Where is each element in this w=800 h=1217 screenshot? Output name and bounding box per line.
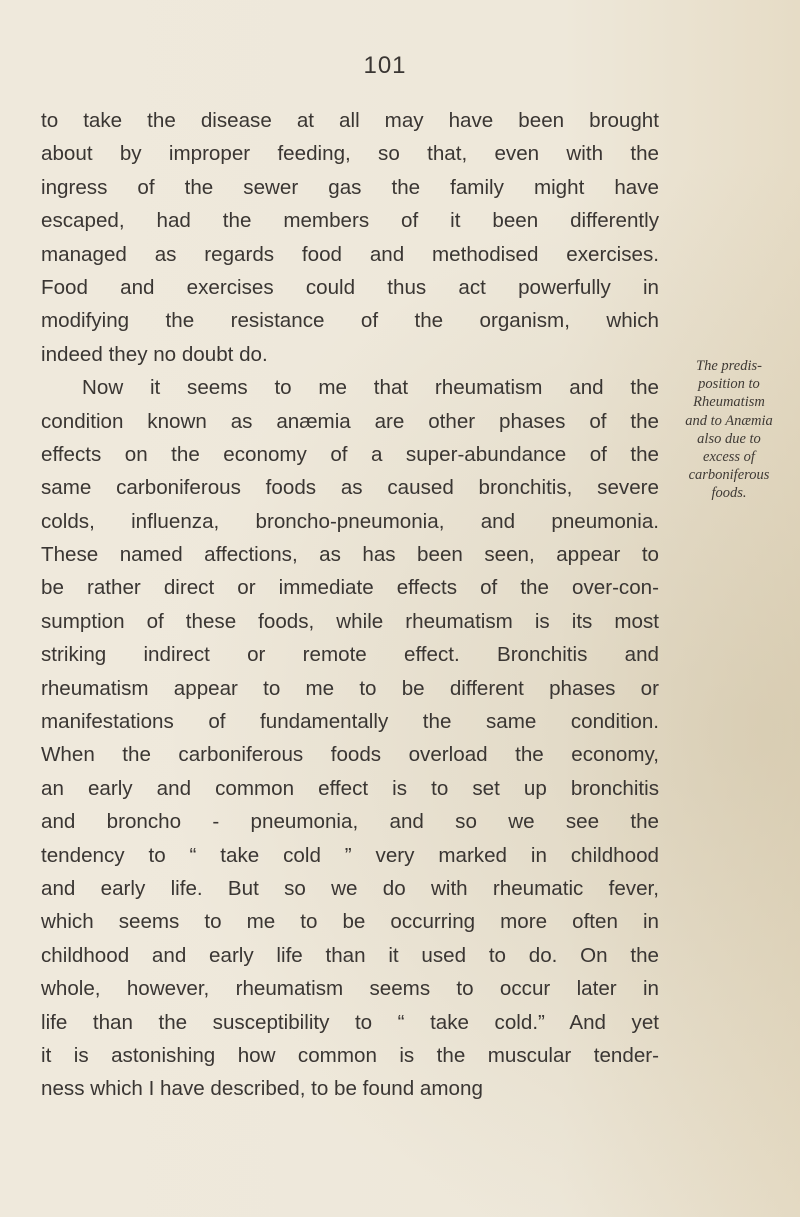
body-line: which seems to me to be occurring more often in [41,910,659,934]
body-line: manifestations of fundamentally the same condition. [41,710,659,734]
margin-sidenote [660,357,798,503]
body-line: same carboniferous foods as caused bronchitis, severe [41,476,659,500]
body-line: colds, influenza, broncho-pneumonia, and pneumonia. [41,509,659,533]
body-line: an early and common effect is to set up bronchitis [41,776,659,800]
body-line: indeed they no doubt do. [41,342,268,366]
body-text [41,104,659,1106]
body-line: and early life. But so we do with rheumatic fever, [41,876,659,900]
body-line: modifying the resistance of the organism, which [41,309,659,333]
sidenote-line: also due to [697,430,761,447]
body-line: Food and exercises could thus act powerfully in [41,275,659,299]
body-line: escaped, had the members of it been differently [41,209,659,233]
body-line: be rather direct or immediate effects of the over-con- [41,576,659,600]
sidenote-line: carboniferous [688,467,770,484]
body-line: about by improper feeding, so that, even with the [41,142,659,166]
body-line: condition known as anæmia are other phases of the [41,409,659,433]
sidenote-line: foods. [711,485,747,502]
body-line: sumption of these foods, while rheumatism is its most [41,609,659,633]
body-line: When the carboniferous foods overload the economy, [41,743,659,767]
body-line: and broncho - pneumonia, and so we see the [41,810,659,834]
paragraph-start-line: Now it seems to me that rheumatism and the [82,376,659,400]
body-line: ingress of the sewer gas the family might have [41,175,659,199]
body-line: managed as regards food and methodised exercises. [41,242,659,266]
page-number: 101 [363,52,407,79]
body-line: These named affections, as has been seen, appear to [41,543,659,567]
sidenote-line: and to Anæmia [685,412,773,429]
body-line: ness which I have described, to be found among [41,1077,483,1101]
sidenote-line: position to [698,376,760,393]
sidenote-line: Rheumatism [693,394,765,411]
body-line: striking indirect or remote effect. Bronchitis and [41,643,659,667]
body-line: rheumatism appear to me to be different phases or [41,676,659,700]
body-line: life than the susceptibility to “ take cold.” And yet [41,1010,659,1034]
body-line: whole, however, rheumatism seems to occur later in [41,977,659,1001]
body-line: it is astonishing how common is the muscular tender- [41,1043,659,1067]
sidenote-line: The predis- [696,358,762,374]
body-line: tendency to “ take cold ” very marked in childhood [41,843,659,867]
body-line: effects on the economy of a super-abundance of the [41,442,659,466]
body-line: to take the disease at all may have been brought [41,109,659,132]
sidenote-line: excess of [703,449,755,466]
body-line: childhood and early life than it used to do. On the [41,943,659,967]
